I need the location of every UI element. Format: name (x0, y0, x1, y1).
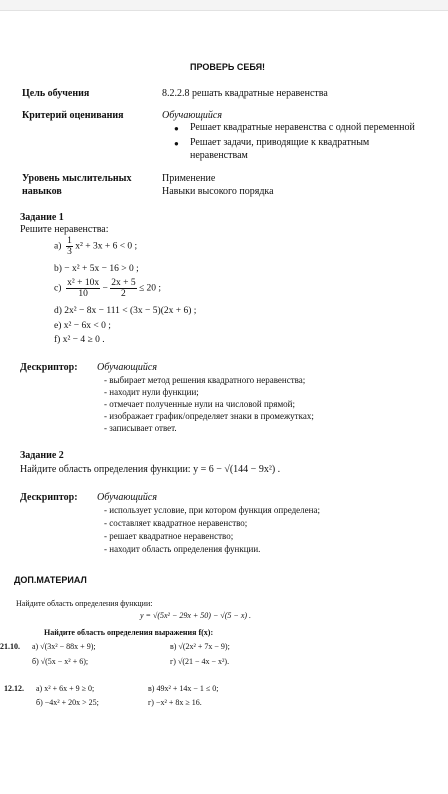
exercise-item: а) x² + 6x + 9 ≥ 0; (36, 684, 95, 693)
criteria-item: неравенствам (190, 150, 248, 161)
page-title: ПРОВЕРЬ СЕБЯ! (190, 62, 266, 72)
criteria-item: Решает задачи, приводящие к квадратным (190, 137, 370, 148)
exercise-number: 12.12. (4, 684, 24, 693)
task1-intro: Решите неравенства: (20, 224, 109, 235)
exercise-number: 21.10. (0, 642, 20, 651)
descriptor1-item: - находит нули функции; (104, 387, 199, 397)
exercise-item: а) √(3x² − 88x + 9); (32, 642, 96, 651)
descriptor1-item: - изображает график/определяет знаки в промежутках; (104, 411, 314, 421)
task2-text: Найдите область определения функции: y = 6 − √(144 − 9x²) . (20, 464, 281, 475)
exercise-item: б) √(5x − x² + 6); (32, 657, 89, 666)
task1-title: Задание 1 (20, 212, 64, 223)
goal-label: Цель обучения (22, 88, 90, 99)
descriptor1-label: Дескриптор: (20, 362, 78, 373)
extra-header: ДОП.МАТЕРИАЛ (14, 575, 87, 585)
descriptor2-subtitle: Обучающийся (97, 492, 158, 503)
descriptor1-subtitle: Обучающийся (97, 362, 158, 373)
task2-title: Задание 2 (20, 450, 64, 461)
bullet-icon: ● (174, 124, 179, 133)
descriptor1-item: - выбирает метод решения квадратного неравенства; (104, 375, 306, 385)
exercise-item: в) 49x² + 14x − 1 ≤ 0; (148, 684, 219, 693)
criteria-label: Критерий оценивания (22, 110, 124, 121)
level-label: навыков (22, 186, 62, 197)
task1-item-a: a) $\frac{1}{3}$ x² + 3x + 6 < 0 ; (54, 236, 138, 257)
descriptor2-item: - решает квадратное неравенство; (104, 531, 234, 541)
extra-subheader: Найдите область определения выражения f(x): (44, 628, 214, 637)
criteria-subtitle: Обучающийся (162, 110, 223, 121)
exercise-item: б) −4x² + 20x > 25; (36, 698, 99, 707)
extra-formula: y = √(5x² − 29x + 50) − √(5 − x) . (140, 611, 252, 620)
level-label: Уровень мыслительных (22, 173, 132, 184)
descriptor1-item: - записывает ответ. (104, 423, 177, 433)
descriptor1-item: - отмечает полученные нули на числовой прямой; (104, 399, 295, 409)
descriptor2-label: Дескриптор: (20, 492, 78, 503)
task1-item-e: e) x² − 6x < 0 ; (54, 321, 111, 331)
exercise-item: в) √(2x² + 7x − 9); (170, 642, 230, 651)
descriptor2-item: - находит область определения функции. (104, 544, 261, 554)
exercise-item: г) √(21 − 4x − x²). (170, 657, 230, 666)
task1-item-f: f) x² − 4 ≥ 0 . (54, 335, 105, 345)
exercise-item: г) −x² + 8x ≥ 16. (148, 698, 202, 707)
bullet-icon: ● (174, 139, 179, 148)
level-value: Навыки высокого порядка (162, 186, 274, 197)
task1-item-c: c) $\frac{\text{x² + 10x}}{10}$ − $\frac{2x + 5}{2}$ ≤ 20 ; (54, 278, 162, 299)
descriptor2-item: - составляет квадратное неравенство; (104, 518, 248, 528)
task1-item-b: b) − x² + 5x − 16 > 0 ; (54, 264, 139, 274)
top-bar (0, 0, 448, 11)
goal-value: 8.2.2.8 решать квадратные неравенства (162, 88, 328, 99)
descriptor2-item: - использует условие, при котором функция определена; (104, 505, 320, 515)
level-value: Применение (162, 173, 216, 184)
extra-intro: Найдите область определения функции: (16, 599, 153, 608)
task1-item-d: d) 2x² − 8x − 111 < (3x − 5)(2x + 6) ; (54, 306, 197, 316)
criteria-item: Решает квадратные неравенства с одной переменной (190, 122, 415, 133)
